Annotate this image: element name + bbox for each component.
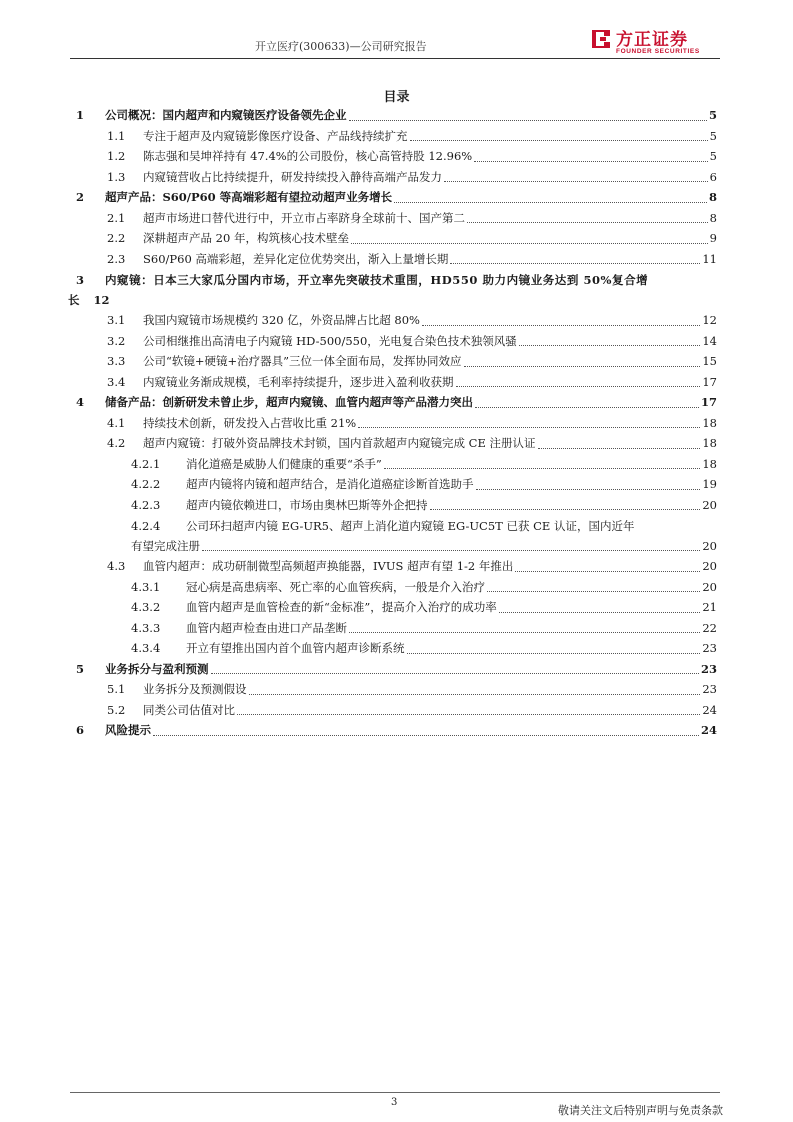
toc-entry-title: 公司概况：国内超声和内窥镜医疗设备领先企业 [105, 108, 347, 122]
page-number: 3 [391, 1097, 398, 1108]
toc-entry-number: 2.2 [107, 231, 126, 245]
toc-entry-4-2-4[interactable] [131, 518, 634, 534]
toc-leader-dots [422, 325, 700, 326]
toc-entry-number: 4.2.4 [131, 519, 161, 533]
toc-entry-page: 20 [702, 559, 717, 573]
toc-entry-number: 4.1 [107, 415, 126, 430]
logo-english-text: FOUNDER SECURITIES [616, 48, 700, 55]
toc-entry-number: 3.4 [107, 374, 126, 389]
toc-entry-page: 5 [708, 108, 717, 122]
toc-entry-title: 超声内镜依赖进口，市场由奥林巴斯等外企把持 [186, 497, 428, 512]
toc-entry-2-2[interactable] [107, 228, 717, 248]
toc-leader-dots [202, 550, 700, 551]
toc-leader-dots [456, 386, 701, 387]
report-header-title: 开立医疗(300633)—公司研究报告 [255, 40, 427, 53]
toc-entry-number: 2 [76, 190, 85, 204]
toc-entry-title: 持续技术创新，研发投入占营收比重 21% [143, 415, 357, 430]
toc-leader-dots [384, 468, 701, 469]
toc-entry-3[interactable] [76, 272, 648, 288]
toc-entry-number: 4.2.2 [131, 477, 161, 491]
toc-entry-3-4[interactable] [107, 372, 717, 392]
toc-entry-page: 23 [702, 682, 717, 696]
toc-entry-number: 1 [76, 108, 85, 122]
toc-leader-dots [349, 632, 700, 633]
toc-entry-number: 4.3.1 [131, 579, 161, 594]
toc-entry-title: 业务拆分及预测假设 [143, 682, 247, 696]
toc-entry-page: 23 [702, 641, 717, 655]
toc-entry-title: 超声内窥镜：打破外资品牌技术封锁，国内首款超声内窥镜完成 CE 注册认证 [143, 436, 536, 450]
toc-entry-page: 21 [702, 600, 717, 614]
toc-entry-number: 5 [76, 661, 85, 676]
toc-entry-title: 同类公司估值对比 [143, 702, 235, 717]
toc-entry-title: 公司环扫超声内镜 EG-UR5、超声上消化道内窥镜 EG-UC5T 已获 CE 认证，国内近年 [186, 519, 635, 533]
toc-entry-number: 1.1 [107, 128, 126, 143]
toc-entry-title-continued: 长 [68, 292, 80, 307]
toc-entry-page: 6 [709, 169, 717, 184]
toc-entry-4-2-3[interactable] [131, 495, 717, 515]
toc-leader-dots [153, 735, 699, 736]
toc-entry-title: 专注于超声及内窥镜影像医疗设备、产品线持续扩充 [143, 128, 408, 143]
toc-entry-1-3[interactable] [107, 167, 717, 187]
toc-leader-dots [394, 202, 707, 203]
toc-leader-dots [538, 448, 701, 449]
toc-entry-page: 20 [702, 579, 717, 594]
toc-leader-dots [444, 181, 708, 182]
toc-entry-page: 12 [702, 313, 717, 327]
toc-entry-title: 内窥镜业务渐成规模，毛利率持续提升，逐步进入盈利收获期 [143, 374, 454, 389]
toc-entry-1-2[interactable] [107, 146, 717, 166]
toc-entry-page: 8 [708, 190, 717, 204]
header-divider [70, 58, 720, 59]
toc-entry-5-2[interactable] [107, 700, 717, 720]
toc-leader-dots [519, 345, 701, 346]
toc-entry-number: 1.3 [107, 169, 126, 184]
toc-leader-dots [467, 222, 708, 223]
toc-entry-number: 3.2 [107, 333, 126, 348]
toc-entry-4-3[interactable] [107, 556, 717, 576]
toc-entry-number: 4.3 [107, 559, 126, 573]
toc-entry-title: 陈志强和吴坤祥持有 47.4%的公司股份，核心高管持股 12.96% [143, 149, 473, 163]
logo-chinese-text: 方正证券 [616, 30, 688, 50]
toc-entry-title: 超声市场进口替代进行中，开立市占率跻身全球前十、国产第二 [143, 210, 465, 225]
toc-entry-1[interactable] [76, 105, 717, 125]
toc-leader-dots [407, 653, 701, 654]
toc-entry-5-1[interactable] [107, 679, 717, 699]
toc-entry-page: 20 [702, 497, 717, 512]
toc-entry-title: 超声内镜将内镜和超声结合，是消化道癌症诊断首选助手 [186, 477, 474, 491]
toc-leader-dots [358, 427, 700, 428]
toc-entry-6[interactable] [76, 720, 717, 740]
toc-entry-title: 开立有望推出国内首个血管内超声诊断系统 [186, 641, 405, 655]
toc-entry-number: 2.3 [107, 251, 126, 266]
toc-entry-page: 15 [702, 354, 717, 368]
toc-entry-page: 17 [700, 395, 717, 409]
disclaimer-note: 敬请关注文后特别声明与免责条款 [558, 1104, 723, 1117]
toc-entry-4-3-4[interactable] [131, 638, 717, 658]
toc-entry-2-1[interactable] [107, 208, 717, 228]
toc-entry-page: 12 [93, 292, 110, 307]
toc-entry-2[interactable] [76, 187, 717, 207]
toc-entry-page: 24 [702, 702, 717, 717]
toc-entry-number: 4.3.2 [131, 600, 161, 614]
toc-entry-2-3[interactable] [107, 249, 717, 269]
toc-entry-title: 血管内超声：成功研制微型高频超声换能器，IVUS 超声有望 1-2 年推出 [143, 559, 514, 573]
toc-leader-dots [499, 612, 701, 613]
toc-leader-dots [430, 509, 701, 510]
toc-entry-title: 公司相继推出高清电子内窥镜 HD-500/550，光电复合染色技术独领风骚 [143, 333, 517, 348]
toc-leader-dots [211, 673, 699, 674]
toc-entry-3-2[interactable] [107, 331, 717, 351]
toc-entry-number: 3 [76, 273, 85, 287]
toc-entry-title: 冠心病是高患病率、死亡率的心血管疾病，一般是介入治疗 [186, 579, 485, 594]
toc-entry-3-3[interactable] [107, 351, 717, 371]
toc-entry-title: 我国内窥镜市场规模约 320 亿，外资品牌占比超 80% [143, 313, 420, 327]
toc-entry-title: 消化道癌是威胁人们健康的重要“杀手” [186, 456, 382, 471]
toc-leader-dots [237, 714, 700, 715]
toc-entry-number: 4.2.3 [131, 497, 161, 512]
toc-entry-title: S60/P60 高端彩超，差异化定位优势突出，渐入上量增长期 [143, 251, 449, 266]
toc-entry-title: 内窥镜：日本三大家瓜分国内市场，开立率先突破技术重围，HD550 助力内镜业务达到 50%复合增 [105, 273, 649, 287]
toc-entry-title: 储备产品：创新研发未曾止步，超声内窥镜、血管内超声等产品潜力突出 [105, 395, 473, 409]
toc-entry-page: 18 [702, 436, 717, 450]
toc-entry-page: 17 [702, 374, 717, 389]
toc-leader-dots [450, 263, 700, 264]
toc-entry-page: 5 [709, 128, 717, 143]
toc-entry-number: 2.1 [107, 210, 126, 225]
toc-leader-dots [249, 694, 701, 695]
founder-securities-logo [590, 24, 720, 60]
toc-entry-number: 5.1 [107, 682, 126, 696]
toc-entry-title-continued: 有望完成注册 [131, 538, 200, 553]
toc-leader-dots [476, 489, 701, 490]
toc-entry-continuation[interactable] [131, 536, 717, 556]
toc-entry-number: 1.2 [107, 149, 126, 163]
toc-leader-dots [351, 243, 708, 244]
toc-entry-number: 4.3.4 [131, 641, 161, 655]
toc-entry-5[interactable] [76, 659, 717, 679]
toc-leader-dots [474, 161, 707, 162]
toc-entry-page: 5 [709, 149, 717, 163]
toc-entry-number: 3.1 [107, 313, 126, 327]
toc-leader-dots [515, 571, 700, 572]
toc-entry-number: 6 [76, 723, 85, 737]
toc-leader-dots [410, 140, 708, 141]
toc-entry-title: 超声产品：S60/P60 等高端彩超有望拉动超声业务增长 [105, 190, 393, 204]
founder-logo-icon [590, 28, 612, 50]
toc-entry-4-2-1[interactable] [131, 454, 717, 474]
toc-entry-page: 23 [700, 661, 717, 676]
toc-entry-page: 8 [709, 210, 717, 225]
toc-entry-4-3-1[interactable] [131, 577, 717, 597]
toc-title: 目录 [383, 90, 410, 105]
toc-entry-4-2-2[interactable] [131, 474, 717, 494]
toc-entry-number: 4.3.3 [131, 620, 161, 635]
toc-entry-number: 4 [76, 395, 85, 409]
toc-entry-continuation[interactable] [68, 290, 110, 310]
toc-leader-dots [349, 120, 707, 121]
toc-entry-4-2[interactable] [107, 433, 717, 453]
toc-entry-title: 血管内超声检查由进口产品垄断 [186, 620, 347, 635]
toc-leader-dots [487, 591, 700, 592]
toc-entry-title: 公司“软镜+硬镜+治疗器具”三位一体全面布局，发挥协同效应 [143, 354, 462, 368]
toc-entry-page: 9 [709, 231, 717, 245]
toc-entry-4-1[interactable] [107, 413, 717, 433]
toc-entry-4[interactable] [76, 392, 717, 412]
toc-entry-page: 22 [702, 620, 717, 635]
toc-entry-page: 14 [702, 333, 717, 348]
toc-entry-title: 业务拆分与盈利预测 [105, 661, 209, 676]
toc-entry-title: 血管内超声是血管检查的新“金标准”，提高介入治疗的成功率 [186, 600, 497, 614]
toc-entry-1-1[interactable] [107, 126, 717, 146]
toc-entry-page: 18 [702, 415, 717, 430]
toc-entry-page: 11 [702, 251, 717, 266]
toc-entry-page: 18 [702, 456, 717, 471]
footer-divider [70, 1092, 720, 1093]
toc-entry-number: 3.3 [107, 354, 126, 368]
toc-leader-dots [464, 366, 701, 367]
toc-entry-4-3-2[interactable] [131, 597, 717, 617]
toc-entry-title: 深耕超声产品 20 年，构筑核心技术壁垒 [143, 231, 349, 245]
toc-entry-page: 19 [702, 477, 717, 491]
toc-entry-title: 内窥镜营收占比持续提升，研发持续投入静待高端产品发力 [143, 169, 442, 184]
toc-entry-number: 4.2 [107, 436, 126, 450]
toc-entry-title: 风险提示 [105, 723, 151, 737]
toc-entry-page: 24 [700, 723, 717, 737]
toc-entry-4-3-3[interactable] [131, 618, 717, 638]
toc-entry-number: 5.2 [107, 702, 126, 717]
toc-entry-page: 20 [702, 538, 717, 553]
toc-entry-number: 4.2.1 [131, 456, 161, 471]
toc-leader-dots [475, 407, 699, 408]
toc-entry-3-1[interactable] [107, 310, 717, 330]
